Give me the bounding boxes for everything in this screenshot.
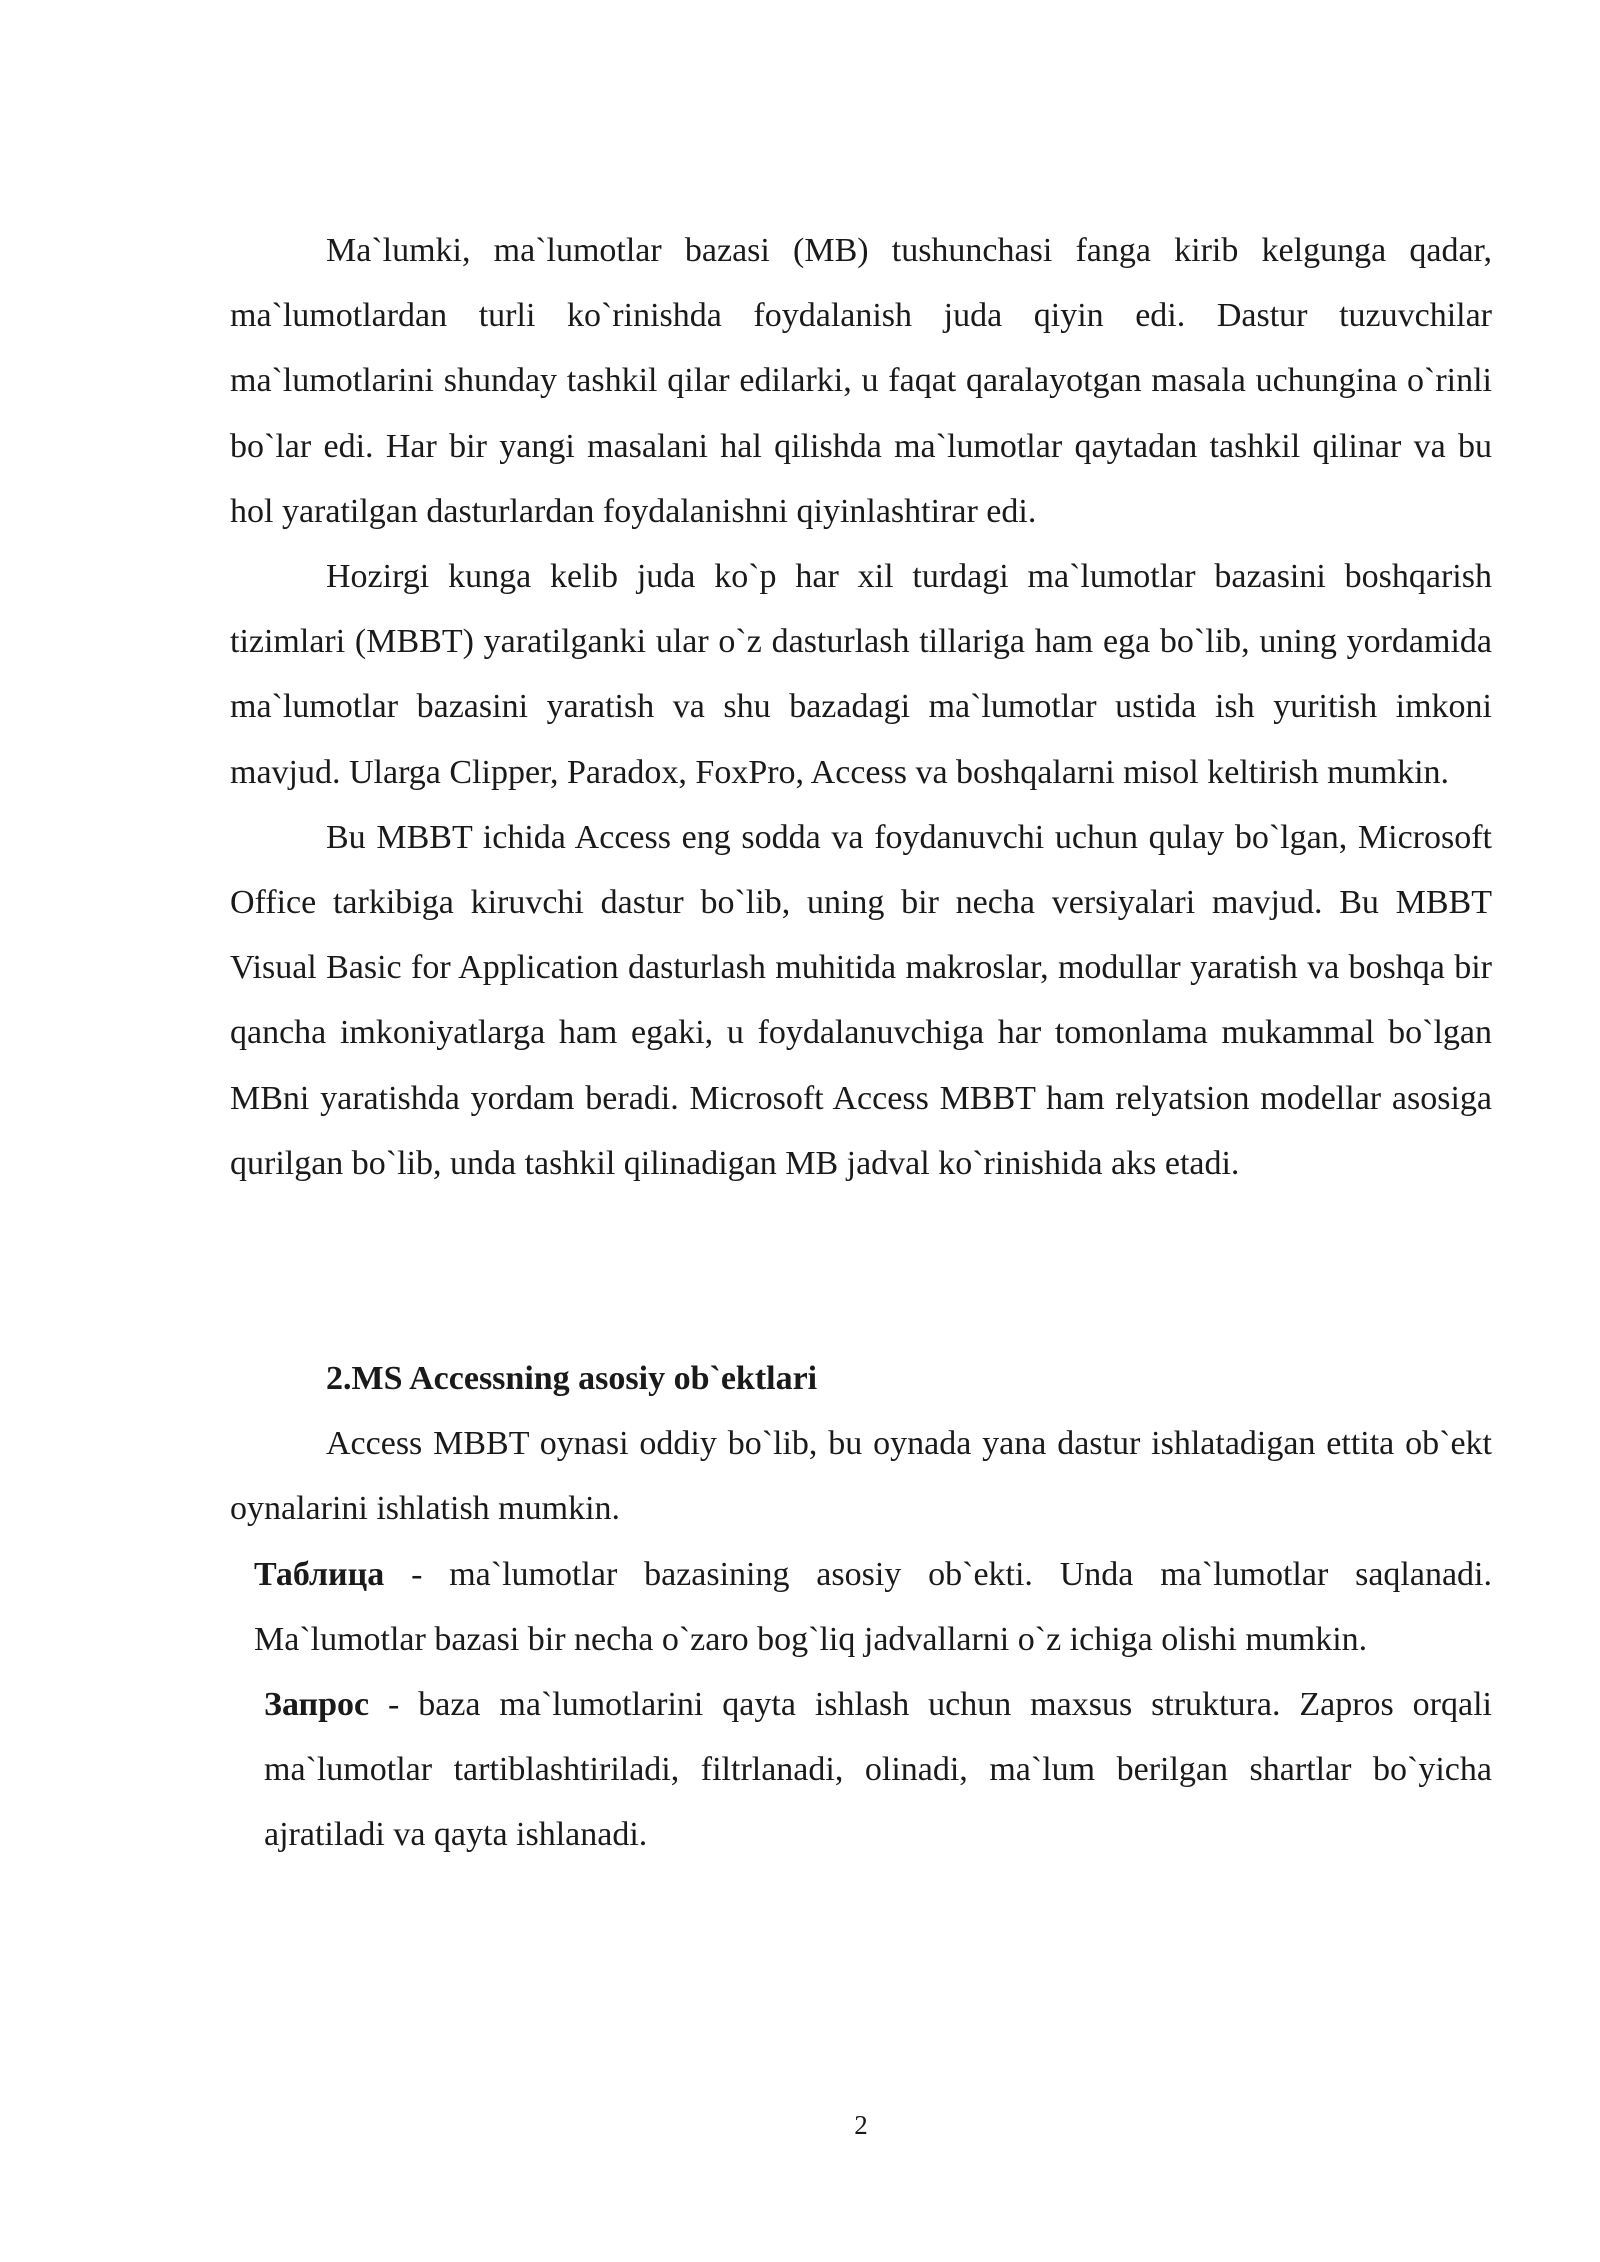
paragraph-table-definition: [230, 1542, 1492, 1672]
term-query: Запрос: [264, 1686, 370, 1724]
paragraph-section-intro: Access MBBT oynasi oddiy bo`lib, bu oynada yana dastur ishlatadigan ettita ob`ekt oynalarini ishlatish mumkin.: [230, 1425, 1492, 1528]
section-heading: 2.MS Accessning asosiy ob`ektlari: [326, 1360, 818, 1398]
paragraph-access: Bu MBBT ichida Access eng sodda va foydanuvchi uchun qulay bo`lgan, Microsoft Office tarkibiga kiruvchi dastur bo`lib, uning bir necha versiyalari mavjud. Bu MBBT Visual Basic for Application dasturlash muhitida makroslar, modullar yaratish va boshqa bir qancha imkoniyatlarga ham egaki, u foydalanuvchiga har tomonlama mukammal bo`lgan MBni yaratishda yordam beradi. Microsoft Access MBBT ham relyatsion modellar asosiga qurilgan bo`lib, unda tashkil qilinadigan MB jadval ko`rinishida aks etadi.: [230, 818, 1492, 1182]
paragraph-mbbt: Hozirgi kunga kelib juda ko`p har xil turdagi ma`lumotlar bazasini boshqarish tizimlari (MBBT) yaratilganki ular o`z dasturlash tillariga ham ega bo`lib, uning yordamida ma`lumotlar bazasini yaratish va shu bazadagi ma`lumotlar ustida ish yuritish imkoni mavjud. Ularga Clipper, Paradox, FoxPro, Access va boshqalarni misol keltirish mumkin.: [230, 558, 1492, 791]
term-query-description: - baza ma`lumotlarini qayta ishlash uchun maxsus struktura. Zapros orqali ma`lumotlar tartiblashtiriladi, filtrlanadi, olinadi, ma`lum berilgan shartlar bo`yicha ajratiladi va qayta ishlanadi.: [264, 1686, 1492, 1854]
paragraph-query-definition: [230, 1672, 1492, 1868]
document-body: [230, 218, 1492, 1868]
paragraph-intro: Ma`lumki, ma`lumotlar bazasi (MB) tushunchasi fanga kirib kelgunga qadar, ma`lumotlardan turli ko`rinishda foydalanish juda qiyin edi. Dastur tuzuvchilar ma`lumotlarini shunday tashkil qilar edilarki, u faqat qaralayotgan masala uchungina o`rinli bo`lar edi. Har bir yangi masalani hal qilishda ma`lumotlar qaytadan tashkil qilinar va bu hol yaratilgan dasturlardan foydalanishni qiyinlashtirar edi.: [230, 232, 1492, 530]
section-spacer: [230, 1196, 1492, 1346]
page-number: 2: [854, 2110, 868, 2140]
term-table-description: - ma`lumotlar bazasining asosiy ob`ekti. Unda ma`lumotlar saqlanadi. Ma`lumotlar bazasi bir necha o`zaro bog`liq jadvallarni o`z ichiga olishi mumkin.: [254, 1555, 1492, 1658]
term-table: Таблица: [254, 1555, 385, 1593]
